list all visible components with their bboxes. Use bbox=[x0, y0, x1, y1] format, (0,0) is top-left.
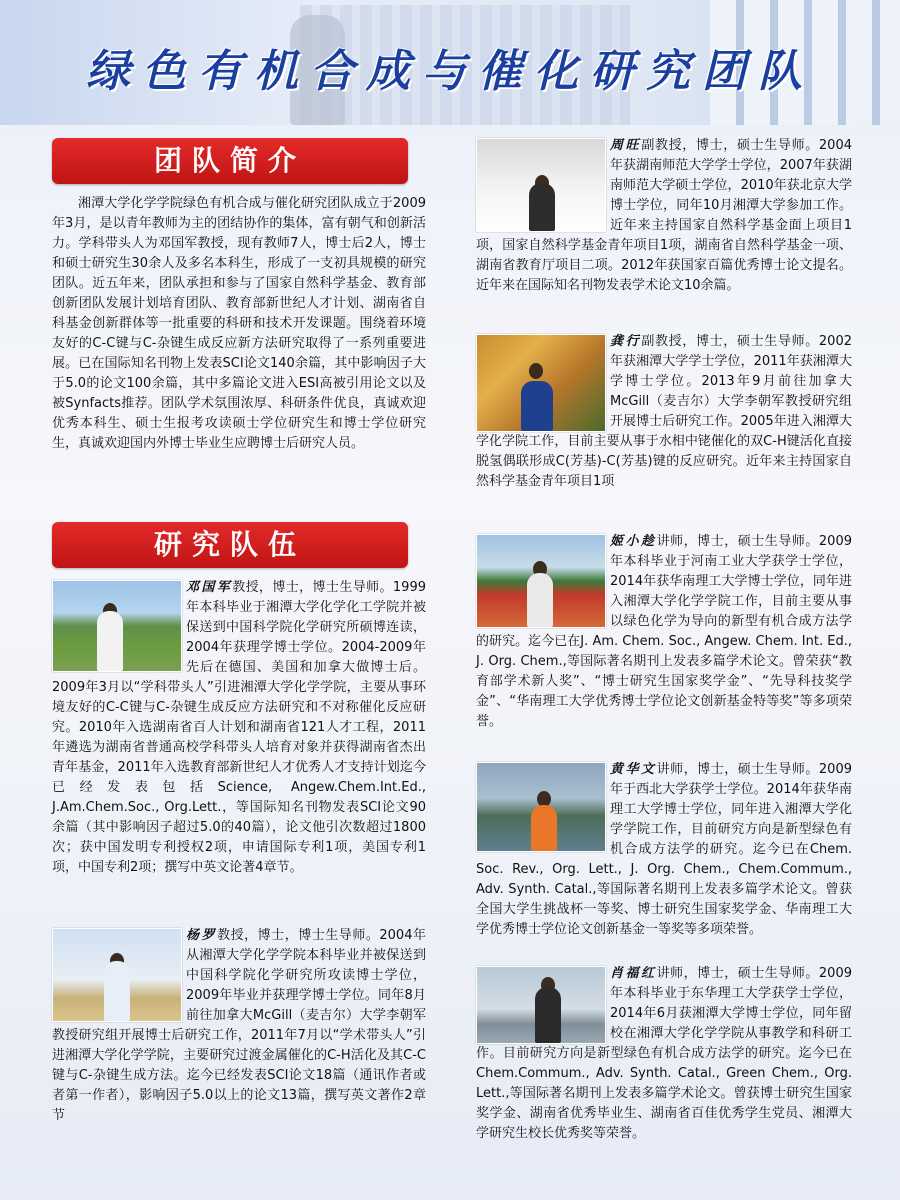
member-bio-ji bbox=[476, 532, 852, 732]
member-name: 黄华文 bbox=[610, 762, 657, 777]
team-heading: 研究队伍 bbox=[52, 522, 408, 568]
member-desc: 教授，博士，博士生导师。2004年从湘潭大学化学学院本科毕业并被保送到中国科学院化学研究所攻读博士学位，2009年毕业并获理学博士学位。同年8月前往加拿大McGill（麦吉尔）大学李朝军教授研究组开展博士后研究工作，2011年7月以“学术带头人”引进湘潭大学化学学院，主要研究过渡金属催化的C-H活化及其C-C键与C-杂键生成方法。迄今已经发表SCI论文18篇（通讯作者或者第一作者），影响因子5.0以上的论文13篇，撰写英文著作2章节 bbox=[52, 928, 426, 1123]
member-desc: 讲师，博士，硕士生导师。2009年本科毕业于河南工业大学获学士学位，2014年获华南理工大学博士学位，同年进入湘潭大学化学学院工作，目前主要从事以绿色化学为导向的新型有机合成方法学的研究。迄今已在J. Am. Chem. Soc., Angew. Chem. Int. Ed., J. Org. Chem.,等国际著名期刊上发表多篇学术论文。曾荣获“教育部学术新人奖”、“博士研究生国家奖学金”、“先导科技奖学金”、“华南理工大学优秀博士学位论文创新基金特等奖”等多项荣誉。 bbox=[476, 534, 852, 729]
member-name: 姬小趁 bbox=[610, 534, 657, 549]
member-bio-xiao bbox=[476, 964, 852, 1144]
member-name: 龚行 bbox=[610, 334, 642, 349]
member-name: 肖福红 bbox=[610, 966, 657, 981]
member-bio-deng bbox=[52, 578, 426, 878]
member-name: 杨罗 bbox=[186, 928, 218, 943]
member-desc: 副教授，博士，硕士生导师。2004年获湖南师范大学学士学位，2007年获湖南师范大学硕士学位，2010年获北京大学博士学位，同年10月湘潭大学参加工作。近年来主持国家自然科学基金面上项目1项，国家自然科学基金青年项目1项，湖南省自然科学基金一项、湖南省教育厅项目二项。2012年获国家百篇优秀博士论文提名。近年来在国际知名刊物发表学术论文10余篇。 bbox=[476, 138, 852, 293]
member-bio-zhou bbox=[476, 136, 852, 296]
member-bio-huang bbox=[476, 760, 852, 940]
member-bio-gong bbox=[476, 332, 852, 492]
member-desc: 讲师，博士，硕士生导师。2009年于西北大学获学士学位。2014年获华南理工大学博士学位，同年进入湘潭大学化学学院工作，目前研究方向是新型绿色有机合成方法学的研究。迄今已在Chem. Soc. Rev., Org. Lett., J. Org. Chem., Chem.Commum., Adv. Synth. Catal.,等国际著名期刊上发表多篇学术论文。曾获全国大学生挑战杯一等奖、博士研究生国家奖学金、华南理工大学优秀博士学位论文创新基金一等奖等多项荣誉。 bbox=[476, 762, 852, 937]
member-bio-yang bbox=[52, 926, 426, 1126]
intro-text: 湘潭大学化学学院绿色有机合成与催化研究团队成立于2009年3月，是以青年教师为主的团结协作的集体，富有朝气和创新活力。学科带头人为邓国军教授，现有教师7人，博士后2人，博士和硕士研究生30余人及多名本科生，形成了一支初具规模的研究团队。近五年来，团队承担和参与了国家自然科学基金、教育部创新团队发展计划培育团队、教育部新世纪人才计划、湖南省自科基金创新群体等一批重要的科研和技术开发课题。围绕着环境友好的C-C键与C-杂键生成反应新方法研究取得了一系列重要进展。已在国际知名刊物上发表SCI论文140余篇，其中影响因子大于5.0的论文100余篇，其中多篇论文进入ESI高被引用论文以及被Synfacts推荐。团队学术氛围浓厚、科研条件优良，真诚欢迎优秀本科生、硕士生报考攻读硕士学位研究生和博士学位研究生，真诚欢迎国内外博士毕业生应聘博士后研究人员。 bbox=[52, 196, 426, 451]
member-desc: 副教授，博士，硕士生导师。2002年获湘潭大学学士学位，2011年获湘潭大学博士学位。2013年9月前往加拿大McGill（麦吉尔）大学李朝军教授研究组开展博士后研究工作。2005年进入湘潭大学化学院工作，目前主要从事于水相中铑催化的双C-H键活化直接脱氢偶联形成C(芳基)-C(芳基)键的反应研究。近年来主持国家自然科学基金青年项目1项 bbox=[476, 334, 852, 489]
member-desc: 教授，博士，博士生导师。1999年本科毕业于湘潭大学化学化工学院并被保送到中国科学院化学研究所硕博连读，2004年获理学博士学位。2004-2009年先后在德国、美国和加拿大做博士后。2009年3月以“学科带头人”引进湘潭大学化学学院，主要从事环境友好的C-C键与C-杂键生成反应方法研究和不对称催化反应研究。2010年入选湖南省百人计划和湖南省121人才工程，2011年遴选为湖南省普通高校学科带头人培育对象并获得湖南省杰出青年基金，2011年入选教育部新世纪人才优秀人才支持计划迄今已经发表包括Science, Angew.Chem.Int.Ed., J.Am.Chem.Soc., Org.Lett.，等国际知名刊物发表SCI论文90余篇（其中影响因子超过5.0的40篇），论文他引次数超过1800次；获中国发明专利授权2项，申请国际专利1项，美国专利1项，中国专利2项；撰写中英文论著4章节。 bbox=[52, 580, 426, 875]
member-name: 邓国军 bbox=[186, 580, 233, 595]
page-title: 绿色有机合成与催化研究团队 bbox=[86, 46, 814, 97]
member-desc: 讲师，博士，硕士生导师。2009年本科毕业于东华理工大学获学士学位，2014年6月获湘潭大学博士学位，同年留校在湘潭大学化学学院从事教学和科研工作。目前研究方向是新型绿色有机合成方法学的研究。迄今已在Chem.Commum., Adv. Synth. Catal., Green Chem., Org. Lett.,等国际著名期刊上发表多篇学术论文。曾获博士研究生国家奖学金、湖南省优秀毕业生、湖南省百佳优秀学生党员、湘潭大学研究生校长优秀奖等荣誉。 bbox=[476, 966, 852, 1141]
member-name: 周旺 bbox=[610, 138, 642, 153]
intro-heading: 团队简介 bbox=[52, 138, 408, 184]
